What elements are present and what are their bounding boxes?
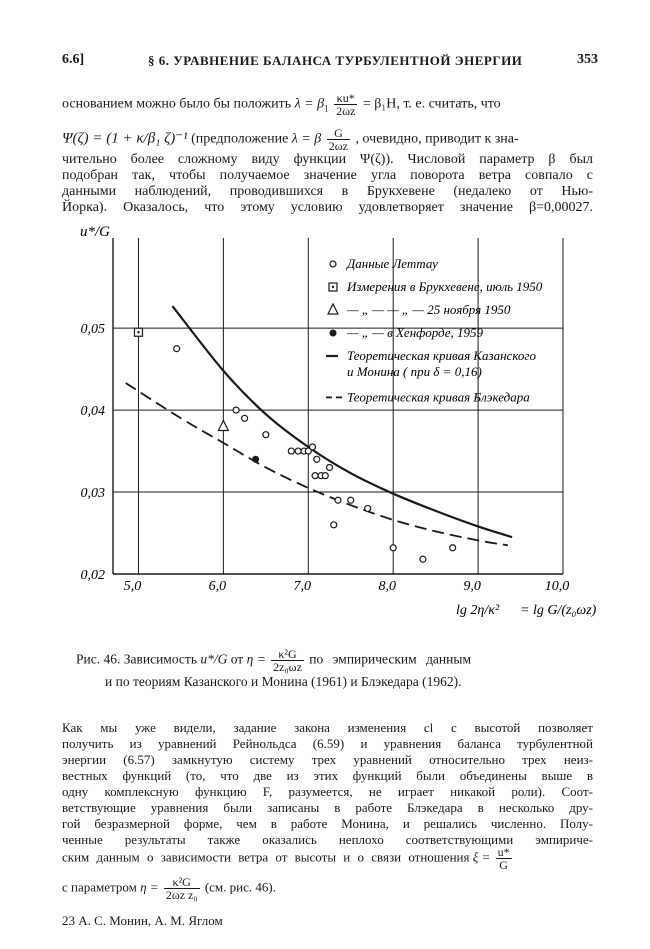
legend-label: Теоретическая кривая Казанского <box>347 348 536 363</box>
x-axis-label-rhs: = lg G/(z₀ωz) <box>520 603 597 618</box>
formula: λ = β <box>291 131 322 147</box>
caption-eta: η = <box>246 651 266 667</box>
fraction-numerator: G <box>327 127 350 140</box>
x-tick-label: 5,0 <box>123 579 142 594</box>
data-point-lettau <box>348 497 354 503</box>
para2-line6: ветствующие уравнения были записаны в работе Блэкедара в несколько дру- <box>62 800 593 815</box>
square-dot <box>137 331 139 333</box>
formula: ξ = <box>472 849 491 865</box>
legend-marker <box>328 304 338 314</box>
data-point-hanford <box>252 456 259 463</box>
data-point-lettau <box>314 456 320 462</box>
data-point-lettau <box>390 545 396 551</box>
y-tick-label: 0,02 <box>80 568 105 583</box>
x-axis-label-lhs: lg 2η/κ² <box>456 603 500 618</box>
x-tick-label: 7,0 <box>293 579 312 594</box>
figure-caption-line2: и по теориям Казанского и Монина (1961) и Блэкедара (1962). <box>105 674 462 689</box>
legend-item <box>326 389 530 404</box>
x-tick-label: 9,0 <box>463 579 481 594</box>
data-point-lettau <box>174 346 180 352</box>
para2-line3: энергии (6.57) замкнутую систему трех уравнений относительно трех неиз- <box>62 752 593 767</box>
para2-line7: гой безразмерной форме, чем в работе Монина, и решались численно. Полу- <box>62 816 593 831</box>
data-point-lettau <box>327 464 333 470</box>
fraction <box>164 876 200 901</box>
data-point-lettau <box>420 556 426 562</box>
x-tick-label: 6,0 <box>208 579 227 594</box>
data-point-lettau <box>312 473 318 479</box>
fraction <box>496 846 512 871</box>
data-point-lettau <box>331 522 337 528</box>
data-point-lettau <box>335 497 341 503</box>
text-fragment: от <box>230 651 244 667</box>
fraction-denominator: 2z₀ωz <box>273 660 302 674</box>
legend-item <box>330 325 484 340</box>
text-fragment: основанием можно было бы положить <box>62 96 292 112</box>
fraction-numerator: u* <box>497 845 510 859</box>
para2-line10 <box>62 876 276 901</box>
fraction-denominator: 2ωz <box>336 104 356 118</box>
para1-line6: Йорка). Оказалось, что этому условию удовлетворяет значение β=0,00027. <box>62 200 593 215</box>
text-fragment: с параметром <box>62 879 137 895</box>
fraction-numerator: κ²G <box>271 648 304 661</box>
fraction-denominator: G <box>499 858 508 872</box>
section-title: § 6. УРАВНЕНИЕ БАЛАНСА ТУРБУЛЕНТНОЙ ЭНЕРГИИ <box>148 53 523 68</box>
fraction-denominator: 2ωz <box>328 139 349 153</box>
x-tick-label: 10,0 <box>544 579 570 594</box>
legend-label: и Монина ( при δ = 0,16) <box>347 364 482 380</box>
legend-label: Данные Леттау <box>347 256 438 271</box>
para2-line2: получить из уравнений Рейнольдса (6.59) и уравнения баланса турбулентной <box>62 736 593 751</box>
legend-marker <box>330 261 336 267</box>
data-point-lettau <box>365 505 371 511</box>
caption-lead: Рис. 46. Зависимость <box>76 651 197 667</box>
para2-line9 <box>62 846 514 871</box>
page-footer: 23 А. С. Монин, А. М. Яглом <box>62 913 223 928</box>
data-point-lettau <box>322 473 328 479</box>
text-fragment: ским данным о зависимости ветра от высоты и о связи отношения <box>62 849 470 865</box>
legend-label: — „ — — „ — 25 ноября 1950 <box>347 302 511 317</box>
data-point-lettau <box>242 415 248 421</box>
blackadar-curve <box>126 383 508 545</box>
legend-item <box>326 348 536 363</box>
y-tick-label: 0,03 <box>80 486 105 502</box>
data-point-nov1950 <box>218 420 228 430</box>
legend-item <box>347 364 482 379</box>
y-tick-label: 0,04 <box>80 404 105 420</box>
data-point-brookhaven <box>134 328 142 336</box>
data-point-lettau <box>450 545 456 551</box>
text-fragment: = β₁H, т. е. считать, что <box>362 96 501 112</box>
text-fragment: (см. рис. 46). <box>204 879 276 895</box>
legend-label: — „ — в Хенфорде, 1959 <box>347 325 484 340</box>
y-axis-label: u*/G <box>80 224 110 240</box>
data-point-lettau <box>310 444 316 450</box>
page-number: 353 <box>577 52 598 67</box>
y-tick-label: 0,05 <box>80 322 105 338</box>
para1-line4: подобран так, чтобы получаемое значение угла поворота ветра совпало с <box>62 168 593 183</box>
para2-line4: вестных функций (то, что две из этих функций были объединены выше в <box>62 768 593 783</box>
legend-marker <box>330 330 337 337</box>
para2-line1: Как мы уже видели, задание закона изменения cl с высотой позволяет <box>62 720 593 735</box>
para1-line3: чительно более сложному виду функции Ψ(ζ)). Числовой параметр β был <box>62 152 593 167</box>
text-fragment: , очевидно, приводит к зна- <box>355 131 519 147</box>
text-fragment: (предположение <box>191 131 289 147</box>
para1-line5: данными наблюдений, проводившихся в Брукхевене (недалеко от Нью- <box>62 184 593 199</box>
formula: Ψ(ζ) = (1 + κ/β₁ ζ)⁻¹ <box>62 130 188 147</box>
formula: η = <box>140 879 159 895</box>
para2-line8: ченные результаты также оказались неплохо соответствующими эмпириче- <box>62 832 593 847</box>
legend-item <box>328 302 511 317</box>
legend-marker-dot <box>332 286 334 288</box>
data-point-lettau <box>263 432 269 438</box>
fraction <box>271 648 304 673</box>
fraction-numerator: κ²G <box>164 876 200 889</box>
data-point-lettau <box>233 407 239 413</box>
fraction-denominator: 2ωz z₀ <box>165 888 198 902</box>
x-tick-label: 8,0 <box>378 579 396 594</box>
data-point-lettau <box>288 448 294 454</box>
figure-caption-line1 <box>76 648 471 673</box>
section-number: 6.6] <box>62 52 85 67</box>
data-point-lettau <box>295 448 301 454</box>
legend-label: Теоретическая кривая Блэкедара <box>347 389 530 405</box>
formula: λ = β <box>294 96 325 112</box>
chart-legend <box>326 256 543 404</box>
legend-item <box>329 279 543 294</box>
formula-sub: 1 <box>324 103 329 114</box>
caption-var: u*/G <box>200 651 228 667</box>
caption-tail: по эмпирическим данным <box>309 651 471 667</box>
legend-label: Измерения в Брукхевене, июль 1950 <box>347 279 543 294</box>
legend-item <box>330 256 438 271</box>
fraction-numerator: κu* <box>334 92 357 105</box>
chart-curves <box>126 306 512 545</box>
para2-line5: одну комплексную функцию F, разумеется, не играет никакой роли). Соот- <box>62 784 593 799</box>
